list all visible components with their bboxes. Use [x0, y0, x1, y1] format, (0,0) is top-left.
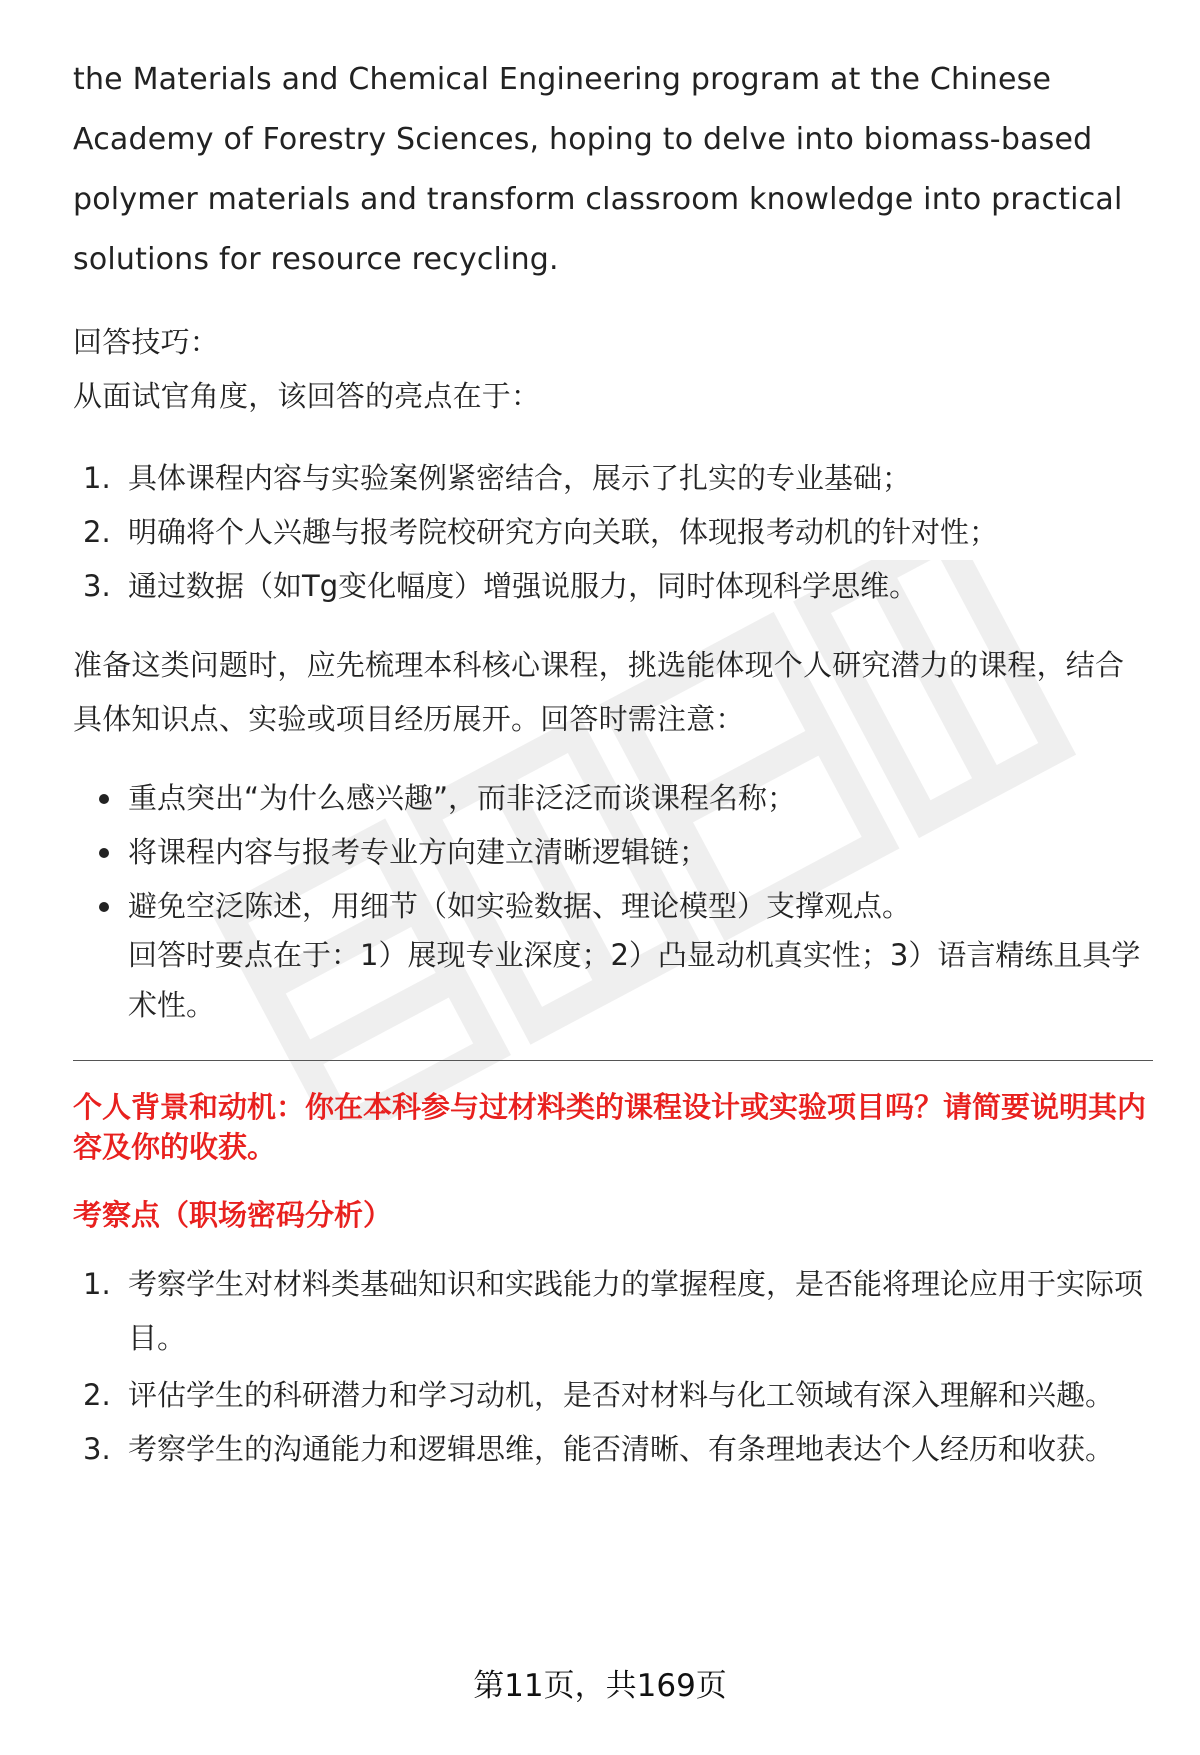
list-item: [73, 1257, 1153, 1365]
bullet-icon: [99, 794, 109, 804]
highlight-text: 具体课程内容与实验案例紧密结合，展示了扎实的专业基础；: [128, 461, 912, 495]
page-footer: 第11页，共169页: [473, 1668, 727, 1704]
point-text: 考察学生对材料类基础知识和实践能力的掌握程度，是否能将理论应用于实际项目。: [128, 1267, 1144, 1355]
list-item: [73, 876, 1153, 936]
note-text: 重点突出“为什么感兴趣”，而非泛泛而谈课程名称；: [128, 781, 797, 815]
question-title: 个人背景和动机：你在本科参与过材料类的课程设计或实验项目吗？请简要说明其内容及你的收获。: [73, 1090, 1147, 1164]
list-item: [73, 822, 1153, 882]
list-item: [73, 502, 1153, 562]
list-number: 3.: [83, 1432, 111, 1466]
note-text: 将课程内容与报考专业方向建立清晰逻辑链；: [128, 835, 709, 869]
list-number: 1.: [83, 461, 111, 495]
points-heading: 考察点（职场密码分析）: [73, 1198, 393, 1232]
tips-lead: 从面试官角度，该回答的亮点在于：: [73, 379, 541, 413]
document-page: [73, 50, 1153, 1479]
list-item: [73, 556, 1153, 616]
list-number: 2.: [83, 515, 111, 549]
highlight-text: 明确将个人兴趣与报考院校研究方向关联，体现报考动机的针对性；: [128, 515, 999, 549]
list-item: [73, 1365, 1153, 1425]
section-divider: [73, 1060, 1153, 1061]
bullet-icon: [99, 848, 109, 858]
summary-text: 回答时要点在于：1）展现专业深度；2）凸显动机真实性；3）语言精练且具学术性。: [128, 938, 1141, 1022]
intro-paragraph: the Materials and Chemical Engineering program at the Chinese Academy of Forestry Sciences, hoping to delve into biomass-based polymer materials and transform classroom knowledge into practical solutions for resource recycling.: [73, 62, 1123, 277]
highlights-list: [73, 448, 1153, 616]
list-item: [73, 768, 1153, 828]
list-item: [73, 1419, 1153, 1479]
note-text: 避免空泛陈述，用细节（如实验数据、理论模型）支撑观点。: [128, 889, 912, 923]
list-number: 3.: [83, 569, 111, 603]
tips-label: 回答技巧：: [73, 325, 220, 359]
highlight-text: 通过数据（如Tg变化幅度）增强说服力，同时体现科学思维。: [128, 569, 919, 603]
point-text: 评估学生的科研潜力和学习动机，是否对材料与化工领域有深入理解和兴趣。: [128, 1378, 1115, 1412]
points-list: [73, 1257, 1153, 1479]
list-number: 2.: [83, 1378, 111, 1412]
bullet-icon: [99, 902, 109, 912]
list-item: [73, 448, 1153, 508]
notes-list: [73, 768, 1153, 936]
point-text: 考察学生的沟通能力和逻辑思维，能否清晰、有条理地表达个人经历和收获。: [128, 1432, 1115, 1466]
list-number: 1.: [83, 1267, 111, 1301]
prep-paragraph: 准备这类问题时，应先梳理本科核心课程，挑选能体现个人研究潜力的课程，结合具体知识点、实验或项目经历展开。回答时需注意：: [73, 648, 1125, 736]
